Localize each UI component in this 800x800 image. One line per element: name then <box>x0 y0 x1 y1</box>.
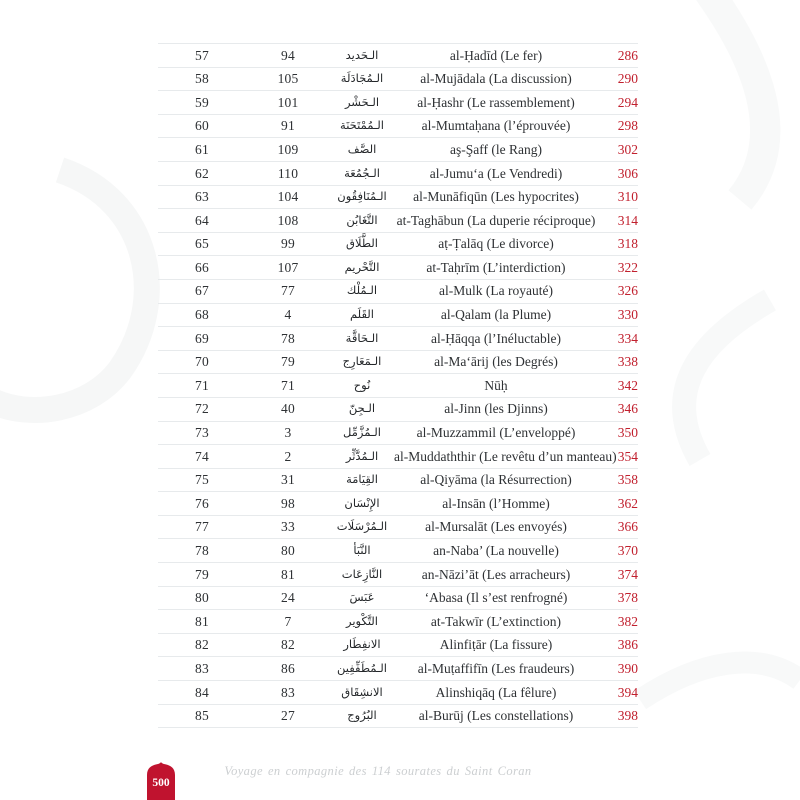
page-ref-cell: 358 <box>617 472 638 488</box>
french-name-cell: al-Jinn (les Djinns) <box>444 401 548 417</box>
french-name-cell: al-Ma‘ārij (les Degrés) <box>434 354 558 370</box>
revelation-order-cell: 79 <box>281 354 295 370</box>
french-name-cell: an-Nāzi’āt (Les arracheurs) <box>421 566 571 582</box>
surah-number-cell: 59 <box>195 94 209 110</box>
surah-number-cell: 75 <box>195 472 209 488</box>
page-ref-cell: 294 <box>617 94 638 110</box>
arabic-name-cell: الـمُنَافِقُون <box>337 189 387 204</box>
french-name-cell: aṭ-Ṭalāq (Le divorce) <box>438 236 554 252</box>
table-row <box>158 303 638 327</box>
revelation-order-cell: 105 <box>277 71 299 87</box>
revelation-order-cell: 101 <box>277 94 299 110</box>
table-row <box>158 161 638 185</box>
table-row <box>158 421 638 445</box>
table-row <box>158 137 638 161</box>
french-name-cell: al-Ḥāqqa (l’Inéluctable) <box>430 330 562 346</box>
page-ref-cell: 330 <box>617 307 638 323</box>
arabic-name-cell: الـمُدَّثِّر <box>345 448 379 463</box>
surah-number-cell: 78 <box>195 543 209 559</box>
surah-number-cell: 84 <box>195 684 209 700</box>
arabic-name-cell: الإِنْسَان <box>344 495 380 510</box>
table-row <box>158 468 638 492</box>
french-name-cell: al-Munāfiqūn (Les hypocrites) <box>413 189 579 205</box>
surah-number-cell: 69 <box>195 330 209 346</box>
surah-number-cell: 58 <box>195 71 209 87</box>
surah-number-cell: 57 <box>195 47 209 63</box>
arabic-name-cell: الـجُمُعَة <box>344 165 380 180</box>
footer-running-title: Voyage en compagnie des 114 sourates du Saint Coran <box>224 764 532 778</box>
table-row <box>158 114 638 138</box>
page-ref-cell: 338 <box>617 354 638 370</box>
table-row <box>158 680 638 704</box>
revelation-order-cell: 80 <box>281 543 295 559</box>
table-row <box>158 373 638 397</box>
surah-number-cell: 82 <box>195 637 209 653</box>
french-name-cell: ‘Abasa (Il s’est renfrogné) <box>424 590 568 606</box>
surah-number-cell: 61 <box>195 141 209 157</box>
table-row <box>158 444 638 468</box>
page-ref-cell: 302 <box>617 141 638 157</box>
arabic-name-cell: الـمُطَفِّفِين <box>336 660 387 675</box>
page-ref-cell: 322 <box>617 259 638 275</box>
page-ref-cell: 382 <box>617 613 638 629</box>
revelation-order-cell: 99 <box>281 236 295 252</box>
arabic-name-cell: التَّكْوير <box>345 613 378 628</box>
revelation-order-cell: 4 <box>284 307 292 323</box>
page-ref-cell: 370 <box>617 543 638 559</box>
revelation-order-cell: 31 <box>281 472 295 488</box>
arabic-name-cell: التَّغَابُن <box>346 212 378 227</box>
table-row <box>158 208 638 232</box>
revelation-order-cell: 78 <box>281 330 295 346</box>
revelation-order-cell: 27 <box>281 708 295 724</box>
french-name-cell: al-Mursalāt (Les envoyés) <box>425 519 567 535</box>
revelation-order-cell: 104 <box>277 189 299 205</box>
arabic-name-cell: الصَّف <box>347 141 377 156</box>
french-name-cell: aş-Şaff (le Rang) <box>450 141 542 157</box>
revelation-order-cell: 7 <box>284 613 292 629</box>
table-row <box>158 491 638 515</box>
arabic-name-cell: الـحَشْر <box>344 94 380 109</box>
arabic-name-cell: عَبَسَ <box>349 590 375 605</box>
table-row <box>158 279 638 303</box>
surah-number-cell: 73 <box>195 425 209 441</box>
page-ref-cell: 314 <box>617 212 638 228</box>
table-row <box>158 67 638 91</box>
arabic-name-cell: نُوح <box>353 377 371 392</box>
french-name-cell: al-Qalam (la Plume) <box>440 307 552 323</box>
surah-number-cell: 85 <box>195 708 209 724</box>
page-ref-cell: 378 <box>617 590 638 606</box>
arabic-name-cell: الـحَديد <box>345 47 379 62</box>
arabic-name-cell: الـحَاقَّة <box>345 330 379 345</box>
surah-number-cell: 64 <box>195 212 209 228</box>
arabic-name-cell: الـمَعَارِج <box>342 354 382 369</box>
french-name-cell: al-Muṭaffifīn (Les fraudeurs) <box>417 660 575 676</box>
page-ref-cell: 342 <box>617 377 638 393</box>
revelation-order-cell: 82 <box>281 637 295 653</box>
surah-number-cell: 77 <box>195 519 209 535</box>
page-ref-cell: 290 <box>617 71 638 87</box>
arabic-name-cell: الـمُجَادَلَة <box>340 71 384 86</box>
arabic-name-cell: البُرُوج <box>347 708 377 723</box>
arabic-name-cell: التَّحْريم <box>344 259 380 274</box>
revelation-order-cell: 3 <box>284 425 292 441</box>
page-number-badge <box>147 762 175 800</box>
revelation-order-cell: 24 <box>281 590 295 606</box>
arabic-name-cell: الانشِقَاق <box>341 684 383 699</box>
arabic-name-cell: الـمُلْك <box>346 283 378 298</box>
revelation-order-cell: 33 <box>281 519 295 535</box>
table-row <box>158 656 638 680</box>
surah-number-cell: 66 <box>195 259 209 275</box>
page-ref-cell: 310 <box>617 189 638 205</box>
page-ref-cell: 318 <box>617 236 638 252</box>
surah-number-cell: 62 <box>195 165 209 181</box>
page-ref-cell: 374 <box>617 566 638 582</box>
surah-number-cell: 65 <box>195 236 209 252</box>
french-name-cell: al-Mumtaḥana (l’éprouvée) <box>421 118 571 134</box>
revelation-order-cell: 81 <box>281 566 295 582</box>
surah-number-cell: 74 <box>195 448 209 464</box>
table-row <box>158 90 638 114</box>
french-name-cell: al-Burūj (Les constellations) <box>418 708 574 724</box>
page-ref-cell: 386 <box>617 637 638 653</box>
surah-number-cell: 63 <box>195 189 209 205</box>
french-name-cell: al-Mulk (La royauté) <box>439 283 553 299</box>
revelation-order-cell: 2 <box>284 448 292 464</box>
surah-number-cell: 80 <box>195 590 209 606</box>
surah-number-cell: 72 <box>195 401 209 417</box>
surah-number-cell: 81 <box>195 613 209 629</box>
table-row <box>158 586 638 610</box>
french-name-cell: an-Naba’ (La nouvelle) <box>433 543 559 559</box>
page-ref-cell: 394 <box>617 684 638 700</box>
page-ref-cell: 362 <box>617 495 638 511</box>
page-ref-cell: 334 <box>617 330 638 346</box>
page-ref-cell: 354 <box>617 448 638 464</box>
french-name-cell: al-Mujādala (La discussion) <box>420 71 572 87</box>
french-name-cell: at-Taḥrīm (L’interdiction) <box>426 259 566 275</box>
revelation-order-cell: 110 <box>277 165 299 181</box>
arabic-name-cell: الـمُرْسَلَات <box>336 519 388 534</box>
surah-table <box>158 43 638 728</box>
table-row <box>158 232 638 256</box>
table-row <box>158 515 638 539</box>
surah-number-cell: 83 <box>195 660 209 676</box>
arabic-name-cell: القِيَامَة <box>346 472 378 487</box>
page-ref-cell: 366 <box>617 519 638 535</box>
table-row <box>158 350 638 374</box>
french-name-cell: Nūḥ <box>484 377 508 393</box>
table-row <box>158 538 638 562</box>
revelation-order-cell: 91 <box>281 118 295 134</box>
surah-number-cell: 71 <box>195 377 209 393</box>
revelation-order-cell: 40 <box>281 401 295 417</box>
table-row <box>158 397 638 421</box>
french-name-cell: al-Jumu‘a (Le Vendredi) <box>429 165 563 181</box>
arabic-name-cell: الانفِطَار <box>343 637 381 652</box>
table-row <box>158 43 638 67</box>
revelation-order-cell: 108 <box>277 212 299 228</box>
french-name-cell: al-Muzzammil (L’enveloppé) <box>416 425 576 441</box>
page-ref-cell: 298 <box>617 118 638 134</box>
arabic-name-cell: الـمُزَّمِّل <box>343 425 381 440</box>
arabic-name-cell: النَّبَأ <box>353 543 371 558</box>
arabic-name-cell: الطَّلَاق <box>346 236 378 251</box>
table-row <box>158 609 638 633</box>
french-name-cell: at-Takwīr (L’extinction) <box>430 613 562 629</box>
surah-number-cell: 68 <box>195 307 209 323</box>
revelation-order-cell: 98 <box>281 495 295 511</box>
page-number: 500 <box>152 777 170 789</box>
surah-number-cell: 67 <box>195 283 209 299</box>
arabic-name-cell: النَّازِعَات <box>341 566 383 581</box>
page-ref-cell: 306 <box>617 165 638 181</box>
table-row <box>158 185 638 209</box>
page-ref-cell: 390 <box>617 660 638 676</box>
revelation-order-cell: 83 <box>281 684 295 700</box>
page-ref-cell: 398 <box>617 708 638 724</box>
table-row <box>158 704 638 728</box>
page-ref-cell: 286 <box>617 47 638 63</box>
arabic-name-cell: الـجِنّ <box>348 401 376 416</box>
surah-number-cell: 79 <box>195 566 209 582</box>
surah-number-cell: 60 <box>195 118 209 134</box>
surah-number-cell: 76 <box>195 495 209 511</box>
revelation-order-cell: 77 <box>281 283 295 299</box>
table-row <box>158 326 638 350</box>
french-name-cell: at-Taghābun (La duperie réciproque) <box>396 212 596 228</box>
surah-number-cell: 70 <box>195 354 209 370</box>
arabic-name-cell: الـمُمْتَحَنَة <box>340 118 384 133</box>
french-name-cell: Alinshiqāq (La fêlure) <box>435 684 557 700</box>
page-ref-cell: 350 <box>617 425 638 441</box>
revelation-order-cell: 86 <box>281 660 295 676</box>
table-row <box>158 255 638 279</box>
french-name-cell: al-Insān (l’Homme) <box>442 495 550 511</box>
revelation-order-cell: 107 <box>277 259 299 275</box>
french-name-cell: al-Muddaththir (Le revêtu d’un manteau) <box>394 448 617 464</box>
revelation-order-cell: 94 <box>281 47 295 63</box>
page-ref-cell: 326 <box>617 283 638 299</box>
table-row <box>158 562 638 586</box>
table-row <box>158 633 638 657</box>
page-ref-cell: 346 <box>617 401 638 417</box>
french-name-cell: al-Ḥashr (Le rassemblement) <box>417 94 575 110</box>
revelation-order-cell: 109 <box>277 141 299 157</box>
french-name-cell: al-Qiyāma (la Résurrection) <box>420 472 572 488</box>
revelation-order-cell: 71 <box>281 377 295 393</box>
french-name-cell: al-Ḥadīd (Le fer) <box>449 47 543 63</box>
french-name-cell: Alinfiṭār (La fissure) <box>439 637 553 653</box>
arabic-name-cell: القَلَم <box>350 307 374 322</box>
